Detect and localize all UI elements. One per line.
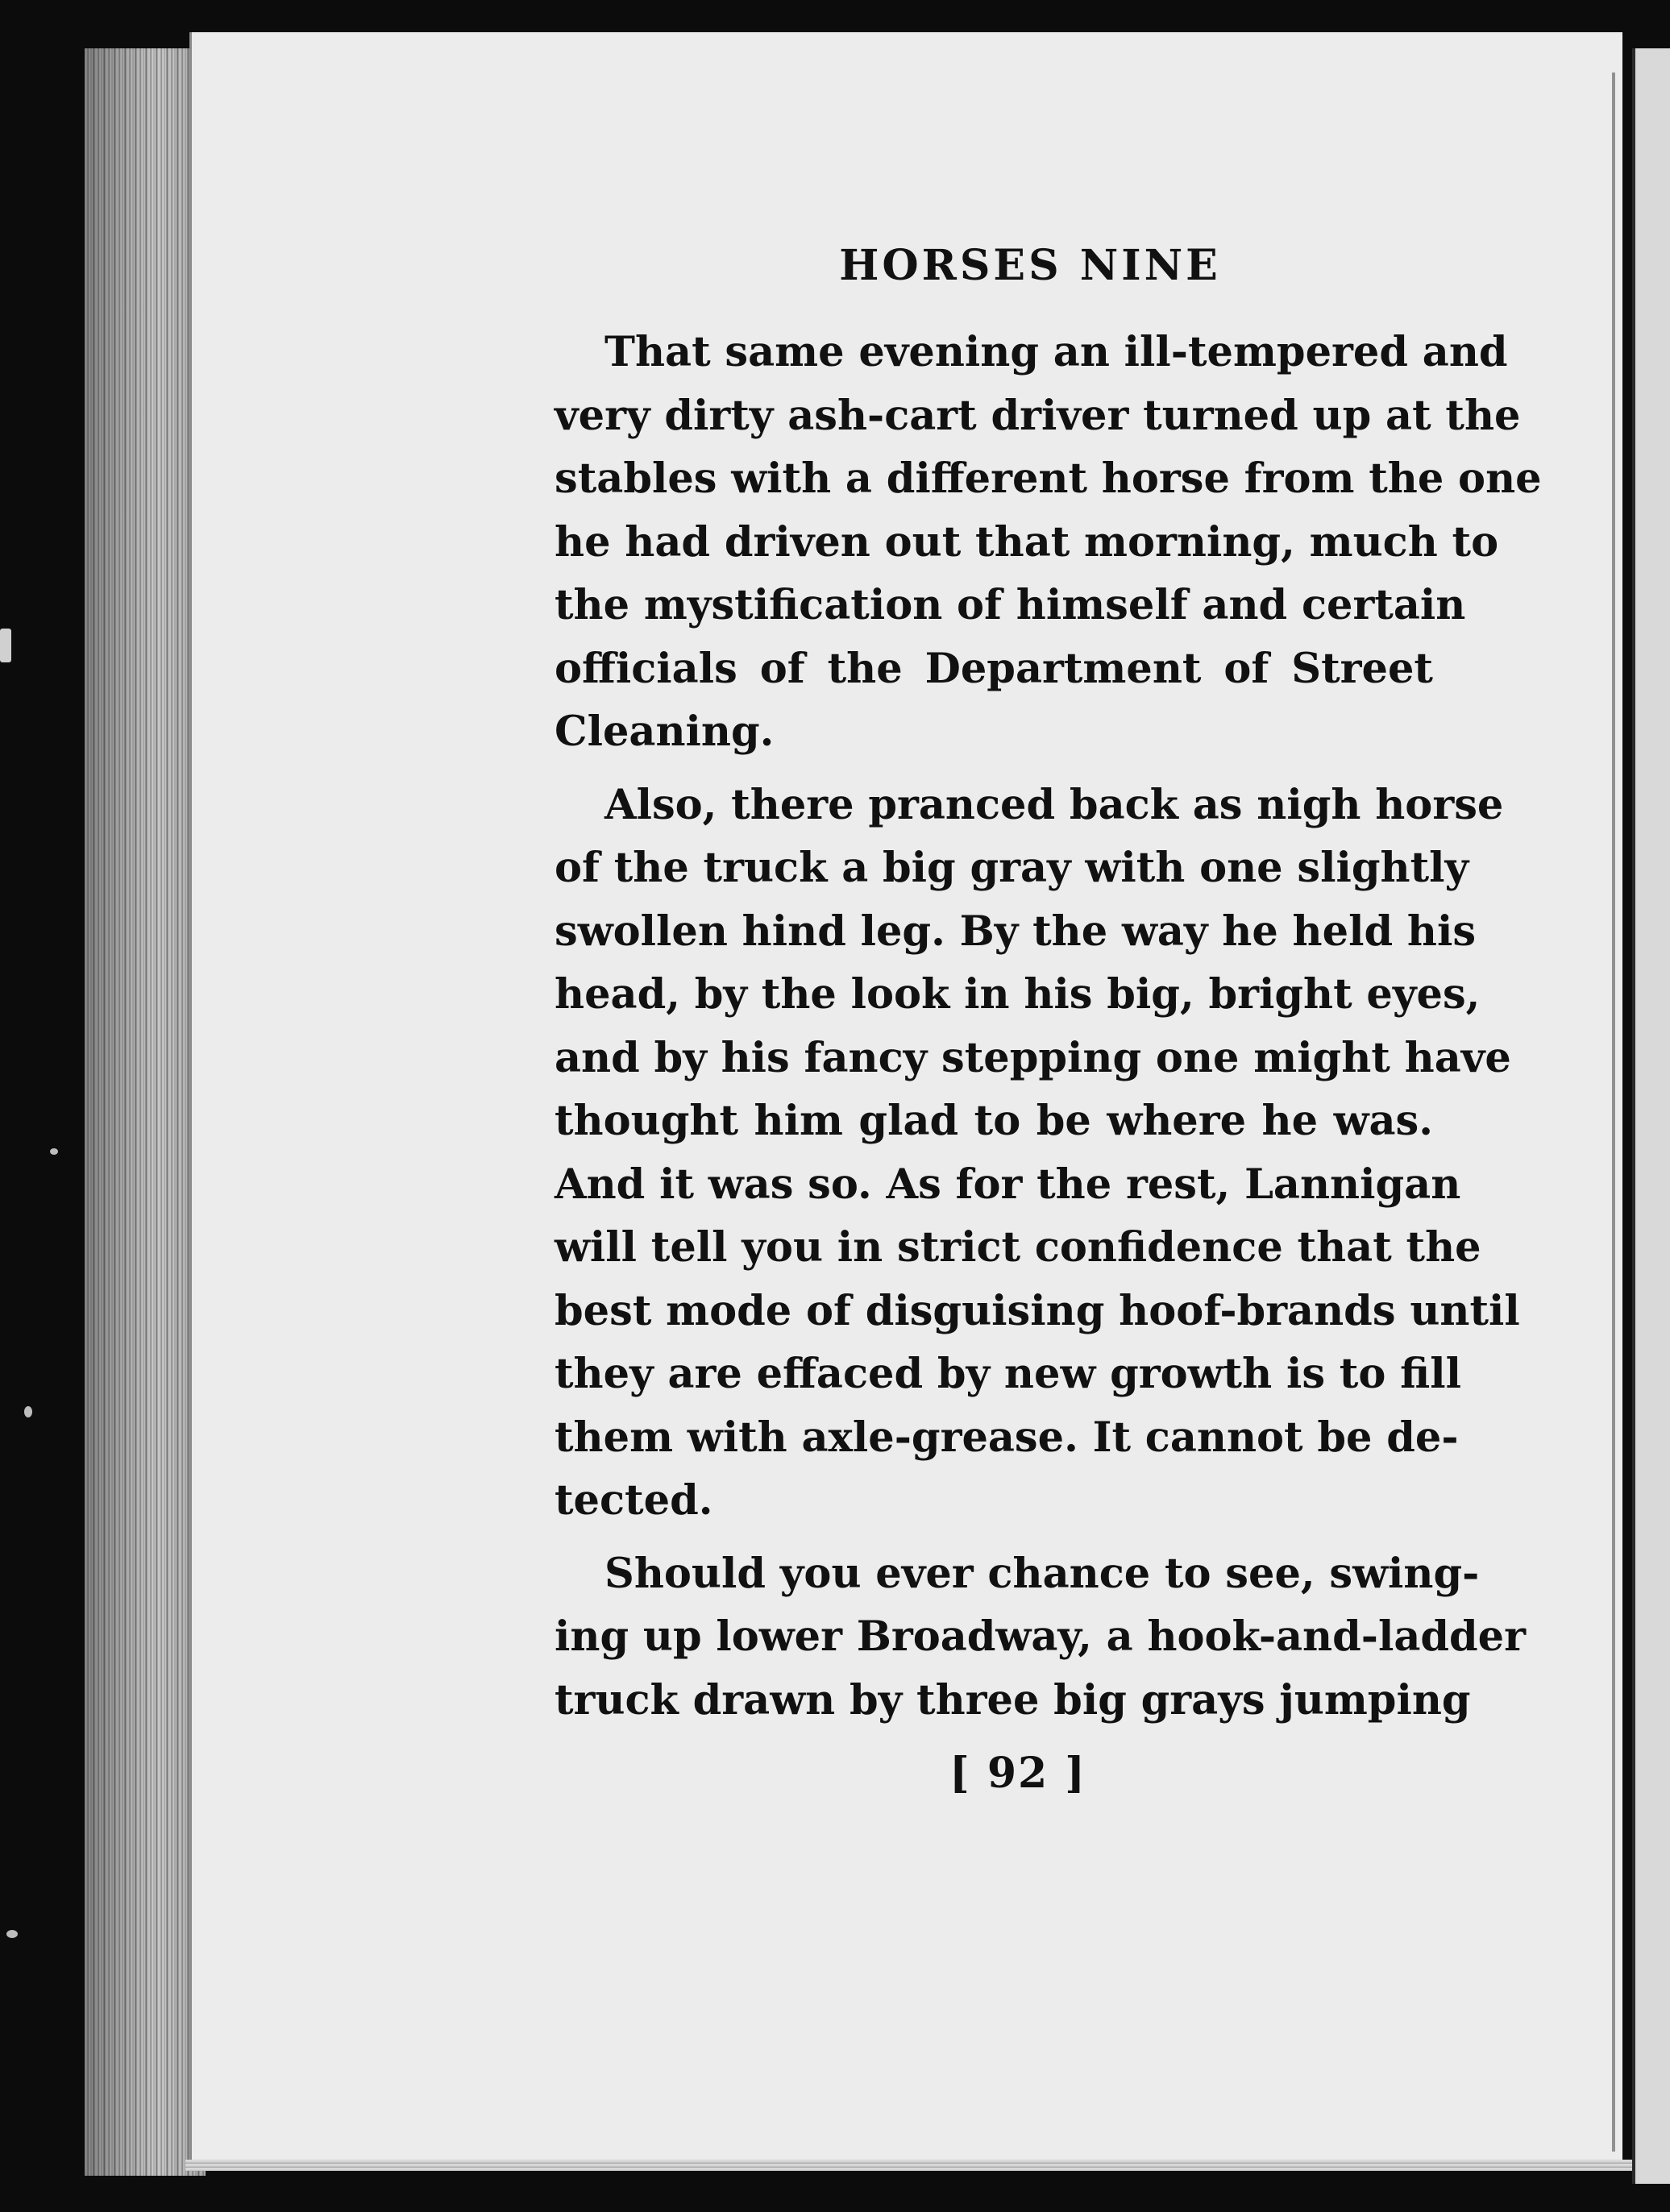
text-line: thought him glad to be where he was. bbox=[555, 1097, 1433, 1145]
text-line: very dirty ash-cart driver turned up at the bbox=[555, 391, 1521, 440]
text-line: stables with a different horse from the one bbox=[555, 454, 1542, 503]
margin-speck bbox=[0, 629, 11, 662]
running-head: HORSES NINE bbox=[839, 241, 1221, 290]
page-number: [ 92 ] bbox=[949, 1749, 1086, 1798]
text-line: Also, there pranced back as nigh horse bbox=[604, 780, 1504, 829]
text-line: That same evening an ill-tempered and bbox=[604, 328, 1508, 376]
paragraph-2 bbox=[555, 774, 1520, 1533]
paragraph-1 bbox=[555, 321, 1542, 764]
text-block bbox=[555, 234, 1542, 1806]
margin-speck bbox=[6, 1930, 18, 1938]
text-line: them with axle-grease. It cannot be de- bbox=[555, 1413, 1459, 1462]
text-line: they are effaced by new growth is to fill bbox=[555, 1350, 1461, 1398]
margin-speck bbox=[50, 1148, 58, 1155]
page-bottom-edge bbox=[185, 2160, 1636, 2171]
text-line: he had driven out that morning, much to bbox=[555, 517, 1499, 566]
text-line: will tell you in strict confidence that the bbox=[555, 1223, 1481, 1272]
text-line: officials of the Department of Street bbox=[555, 644, 1433, 693]
text-line: swollen hind leg. By the way he held his bbox=[555, 907, 1477, 956]
text-line: tected. bbox=[555, 1476, 713, 1525]
text-line: best mode of disguising hoof-brands until bbox=[555, 1286, 1520, 1335]
paragraph-3 bbox=[555, 1542, 1526, 1733]
text-line: Cleaning. bbox=[555, 708, 775, 756]
right-gutter-line bbox=[1612, 73, 1615, 2152]
text-line: and by his fancy stepping one might have bbox=[555, 1033, 1511, 1082]
facing-page-sliver bbox=[1632, 48, 1670, 2184]
text-line: head, by the look in his big, bright eyes, bbox=[555, 970, 1481, 1019]
text-line: truck drawn by three big grays jumping bbox=[555, 1675, 1471, 1724]
text-line: the mystification of himself and certain bbox=[555, 581, 1466, 629]
page-edge-shadow bbox=[85, 48, 206, 2176]
text-line: ing up lower Broadway, a hook-and-ladder bbox=[555, 1612, 1526, 1661]
text-line: of the truck a big gray with one slightly bbox=[555, 844, 1469, 892]
text-line: Should you ever chance to see, swing- bbox=[604, 1549, 1480, 1598]
margin-speck bbox=[24, 1406, 32, 1417]
text-line: And it was so. As for the rest, Lannigan bbox=[555, 1160, 1461, 1209]
